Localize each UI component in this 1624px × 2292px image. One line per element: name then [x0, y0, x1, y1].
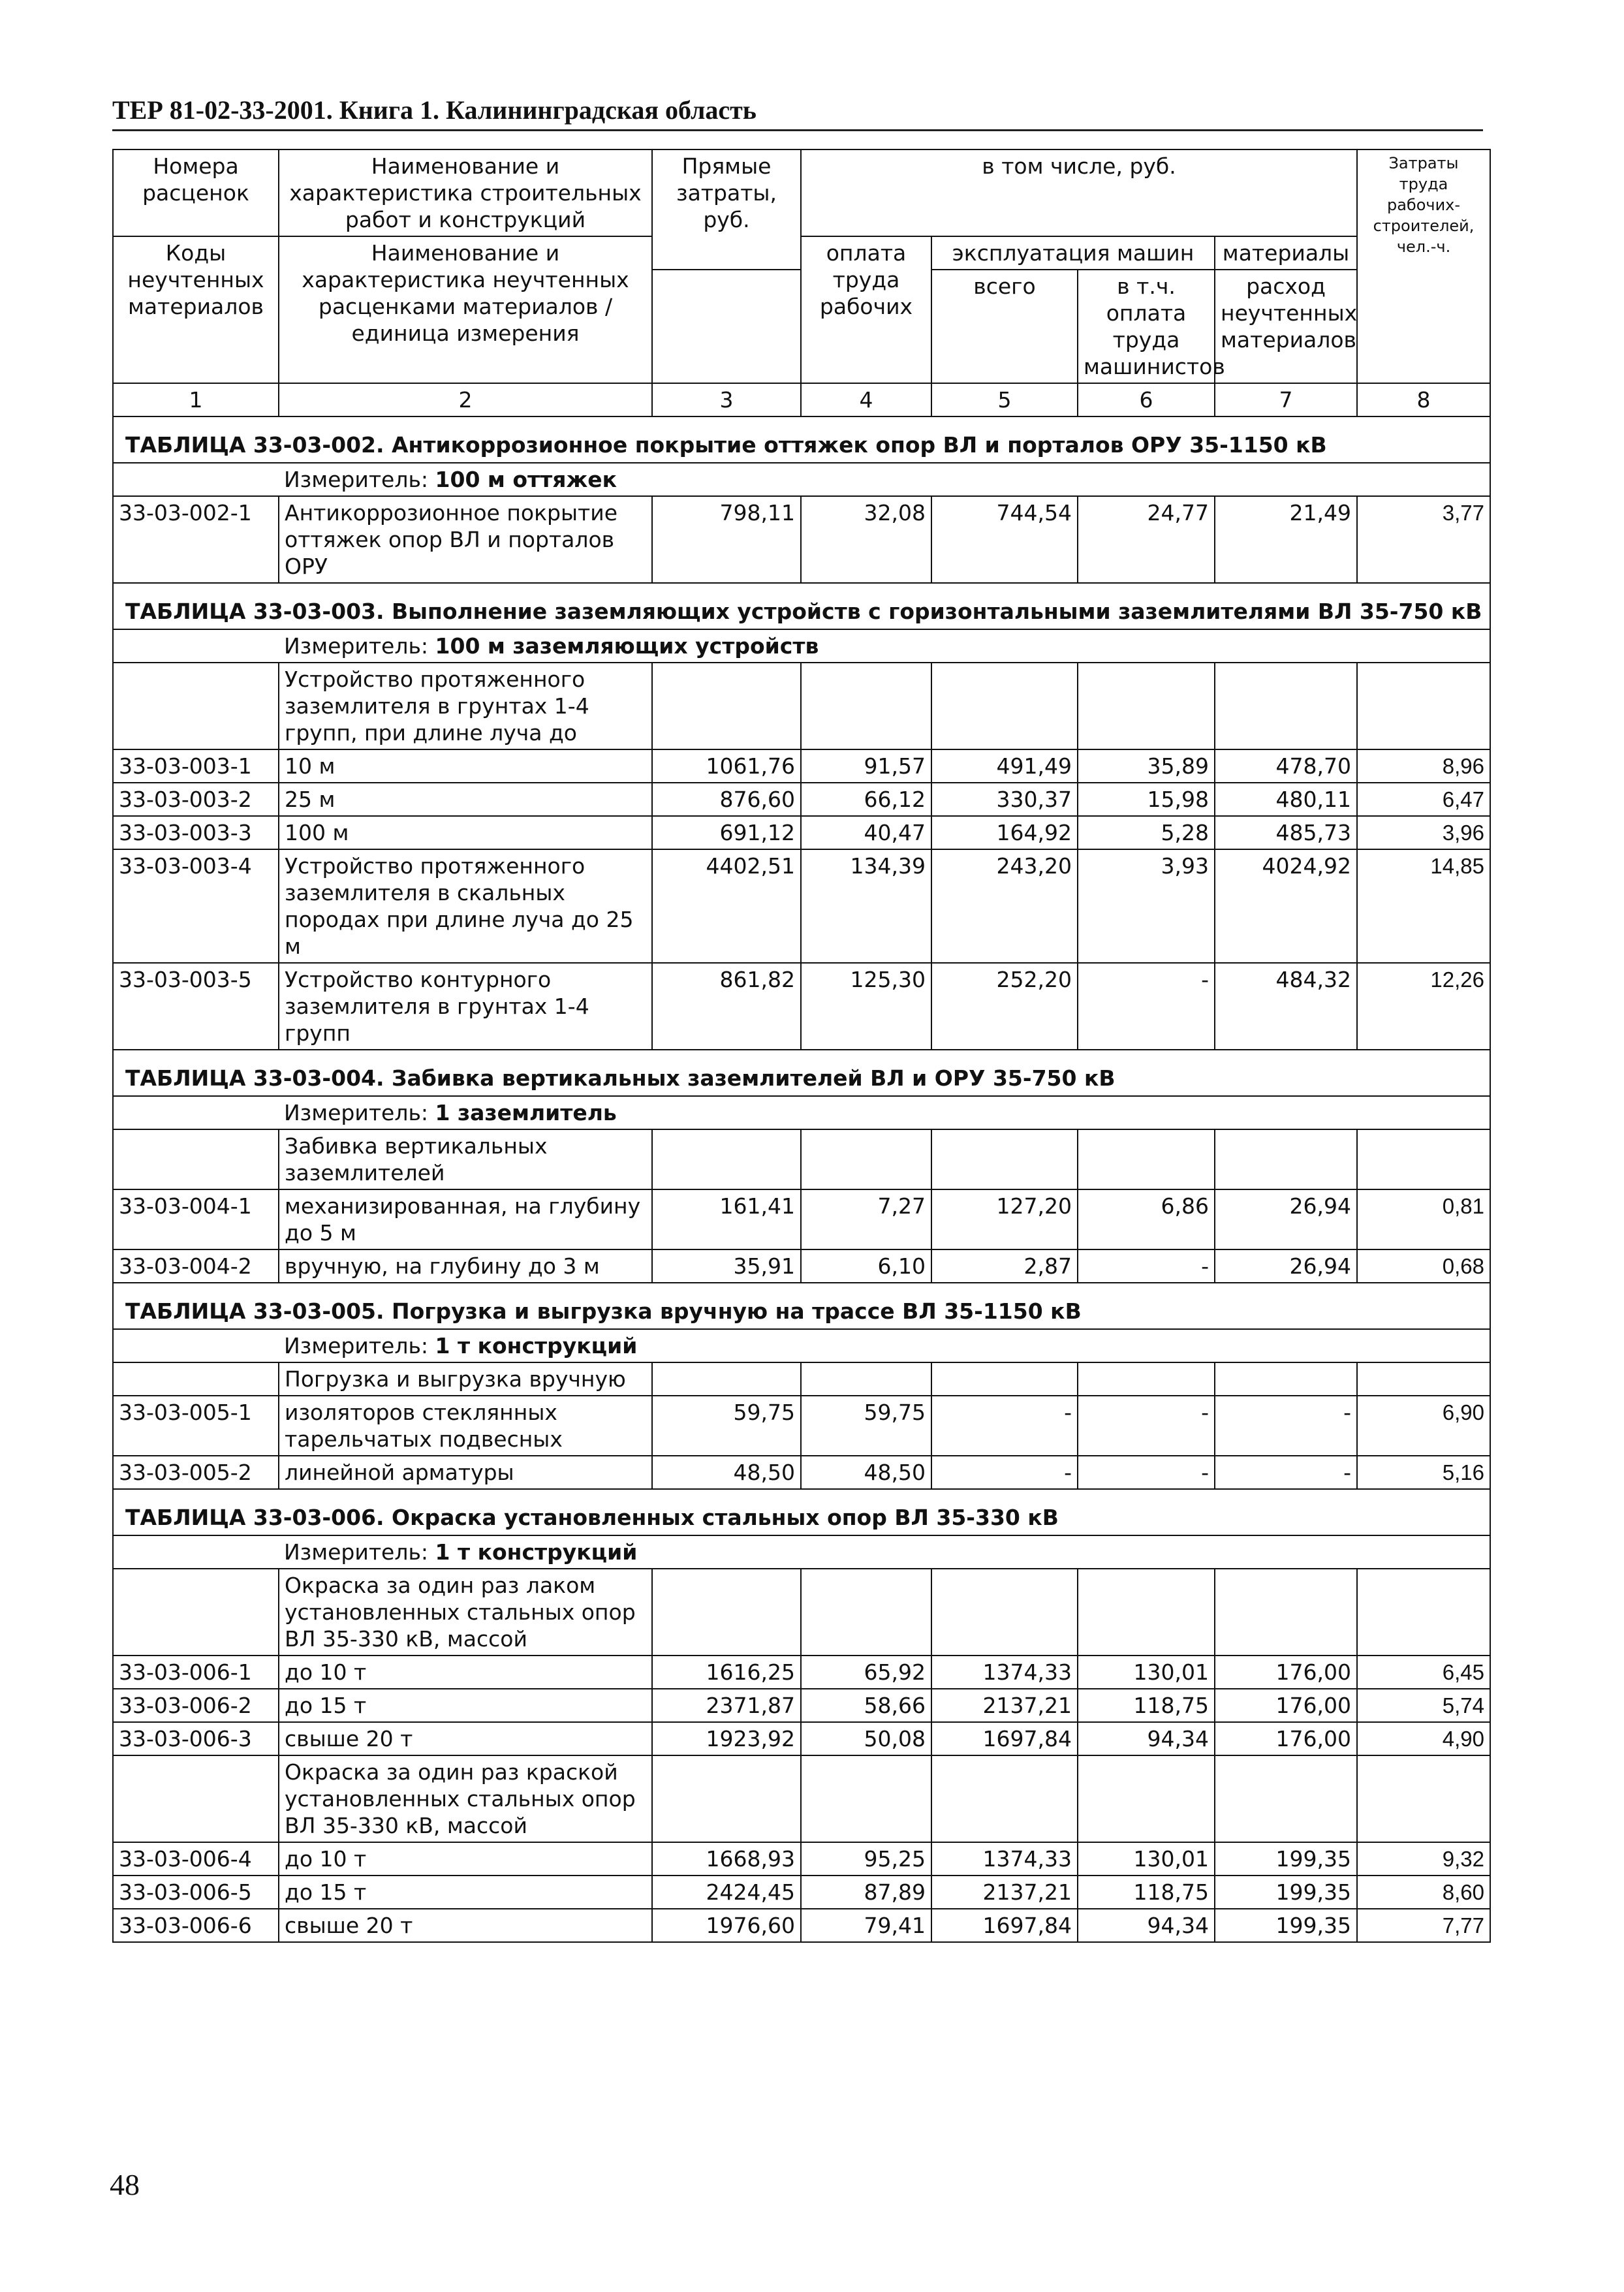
labor-hours	[1357, 663, 1490, 749]
column-number: 3	[652, 383, 801, 416]
work-name: Окраска за один раз лаком установленных стальных опор ВЛ 35-330 кВ, массой	[279, 1569, 652, 1656]
wages: 134,39	[801, 849, 931, 963]
meter-spacer	[113, 1329, 279, 1362]
machinists-wages: 130,01	[1078, 1656, 1215, 1689]
machines-total: 252,20	[931, 963, 1078, 1050]
subheading-row	[113, 1129, 1490, 1189]
table-row	[113, 1249, 1490, 1283]
rate-code: 33-03-003-2	[113, 783, 279, 816]
rate-code: 33-03-006-2	[113, 1689, 279, 1722]
direct-costs: 861,82	[652, 963, 801, 1050]
labor-hours: 5,74	[1357, 1689, 1490, 1722]
machinists-wages	[1078, 1755, 1215, 1842]
machines-total: -	[931, 1456, 1078, 1489]
direct-costs: 1976,60	[652, 1909, 801, 1942]
materials	[1215, 1362, 1357, 1396]
meter-value: 100 м оттяжек	[435, 467, 617, 492]
header-unaccounted-materials: расход неучтенных материалов	[1215, 270, 1357, 383]
direct-costs: 4402,51	[652, 849, 801, 963]
work-name: изоляторов стеклянных тарельчатых подвесных	[279, 1396, 652, 1456]
machinists-wages	[1078, 1129, 1215, 1189]
materials: 176,00	[1215, 1656, 1357, 1689]
labor-hours: 0,81	[1357, 1189, 1490, 1249]
rate-code: 33-03-003-1	[113, 749, 279, 783]
machinists-wages: 24,77	[1078, 496, 1215, 583]
direct-costs: 59,75	[652, 1396, 801, 1456]
machines-total: 127,20	[931, 1189, 1078, 1249]
table-row	[113, 1842, 1490, 1876]
wages: 65,92	[801, 1656, 931, 1689]
machinists-wages: -	[1078, 1249, 1215, 1283]
meter-spacer	[113, 629, 279, 663]
rate-code: 33-03-006-1	[113, 1656, 279, 1689]
subheading-row	[113, 663, 1490, 749]
meter-label: Измеритель:	[284, 1333, 429, 1358]
machinists-wages: 118,75	[1078, 1876, 1215, 1909]
wages: 6,10	[801, 1249, 931, 1283]
machinists-wages: 6,86	[1078, 1189, 1215, 1249]
machinists-wages: 130,01	[1078, 1842, 1215, 1876]
rate-code	[113, 1129, 279, 1189]
meter-value: 1 т конструкций	[435, 1539, 638, 1565]
direct-costs	[652, 1362, 801, 1396]
work-name: Погрузка и выгрузка вручную	[279, 1362, 652, 1396]
rate-code: 33-03-005-2	[113, 1456, 279, 1489]
machines-total	[931, 663, 1078, 749]
subheading-row	[113, 1362, 1490, 1396]
direct-costs: 691,12	[652, 816, 801, 849]
direct-costs	[652, 663, 801, 749]
machines-total: 1697,84	[931, 1722, 1078, 1755]
header-machines-total: всего	[931, 270, 1078, 383]
column-number: 4	[801, 383, 931, 416]
wages: 58,66	[801, 1689, 931, 1722]
table-row	[113, 749, 1490, 783]
work-name: Устройство протяженного заземлителя в скальных породах при длине луча до 25 м	[279, 849, 652, 963]
meter	[279, 1329, 1490, 1362]
work-name: вручную, на глубину до 3 м	[279, 1249, 652, 1283]
rate-code: 33-03-005-1	[113, 1396, 279, 1456]
column-number: 5	[931, 383, 1078, 416]
table-row	[113, 1656, 1490, 1689]
column-number: 8	[1357, 383, 1490, 416]
labor-hours: 12,26	[1357, 963, 1490, 1050]
table-title-row	[113, 1283, 1490, 1329]
rate-code: 33-03-006-3	[113, 1722, 279, 1755]
header-direct-costs: Прямые затраты, руб.	[652, 149, 801, 270]
direct-costs	[652, 1129, 801, 1189]
meter	[279, 1096, 1490, 1129]
rate-code: 33-03-003-3	[113, 816, 279, 849]
column-number: 7	[1215, 383, 1357, 416]
machines-total: 1374,33	[931, 1656, 1078, 1689]
labor-hours: 6,47	[1357, 783, 1490, 816]
materials	[1215, 1569, 1357, 1656]
wages: 91,57	[801, 749, 931, 783]
table-row	[113, 816, 1490, 849]
labor-hours	[1357, 1569, 1490, 1656]
work-name: механизированная, на глубину до 5 м	[279, 1189, 652, 1249]
machines-total	[931, 1755, 1078, 1842]
header-machines: эксплуатация машин	[931, 236, 1215, 270]
materials: 21,49	[1215, 496, 1357, 583]
machinists-wages: 35,89	[1078, 749, 1215, 783]
table-row	[113, 1722, 1490, 1755]
labor-hours	[1357, 1129, 1490, 1189]
machinists-wages: -	[1078, 1456, 1215, 1489]
machines-total: 2137,21	[931, 1876, 1078, 1909]
meter	[279, 1535, 1490, 1569]
direct-costs: 876,60	[652, 783, 801, 816]
labor-hours: 9,32	[1357, 1842, 1490, 1876]
wages: 66,12	[801, 783, 931, 816]
rate-code: 33-03-004-2	[113, 1249, 279, 1283]
meter-value: 1 заземлитель	[435, 1100, 617, 1125]
column-number: 2	[279, 383, 652, 416]
materials	[1215, 1755, 1357, 1842]
table-row	[113, 1396, 1490, 1456]
materials: 485,73	[1215, 816, 1357, 849]
work-name: Антикоррозионное покрытие оттяжек опор ВЛ и порталов ОРУ	[279, 496, 652, 583]
wages: 59,75	[801, 1396, 931, 1456]
page-number: 48	[110, 2168, 140, 2201]
wages: 125,30	[801, 963, 931, 1050]
header-codes-top: Номера расценок	[113, 149, 279, 236]
meter-row	[113, 1535, 1490, 1569]
meter	[279, 463, 1490, 496]
rate-code: 33-03-006-4	[113, 1842, 279, 1876]
meter-label: Измеритель:	[284, 633, 429, 659]
work-name: до 10 т	[279, 1656, 652, 1689]
wages	[801, 1569, 931, 1656]
rate-code	[113, 1755, 279, 1842]
direct-costs: 161,41	[652, 1189, 801, 1249]
subheading-row	[113, 1569, 1490, 1656]
materials: 480,11	[1215, 783, 1357, 816]
labor-hours: 3,77	[1357, 496, 1490, 583]
price-table	[112, 149, 1491, 1943]
direct-costs: 1616,25	[652, 1656, 801, 1689]
rate-code	[113, 1362, 279, 1396]
work-name: 10 м	[279, 749, 652, 783]
direct-costs: 798,11	[652, 496, 801, 583]
header-direct-costs-empty	[652, 270, 801, 383]
work-name: линейной арматуры	[279, 1456, 652, 1489]
rate-code: 33-03-006-6	[113, 1909, 279, 1942]
machinists-wages: 15,98	[1078, 783, 1215, 816]
machines-total: 2,87	[931, 1249, 1078, 1283]
machines-total: -	[931, 1396, 1078, 1456]
labor-hours: 3,96	[1357, 816, 1490, 849]
table-title: ТАБЛИЦА 33-03-003. Выполнение заземляющих устройств с горизонтальными заземлителями ВЛ 35-750 кВ	[113, 583, 1490, 629]
header-name-bottom: Наименование и характеристика неучтенных расценками материалов / единица измерения	[279, 236, 652, 383]
meter-value: 100 м заземляющих устройств	[435, 633, 819, 659]
machines-total	[931, 1129, 1078, 1189]
machines-total: 243,20	[931, 849, 1078, 963]
labor-hours: 14,85	[1357, 849, 1490, 963]
work-name: до 15 т	[279, 1689, 652, 1722]
materials: 199,35	[1215, 1876, 1357, 1909]
rate-code: 33-03-004-1	[113, 1189, 279, 1249]
direct-costs: 35,91	[652, 1249, 801, 1283]
work-name: Окраска за один раз краской установленных стальных опор ВЛ 35-330 кВ, массой	[279, 1755, 652, 1842]
labor-hours: 8,60	[1357, 1876, 1490, 1909]
machinists-wages	[1078, 663, 1215, 749]
work-name: 100 м	[279, 816, 652, 849]
table-title-row	[113, 1050, 1490, 1096]
machines-total: 744,54	[931, 496, 1078, 583]
materials: 4024,92	[1215, 849, 1357, 963]
table-title: ТАБЛИЦА 33-03-006. Окраска установленных стальных опор ВЛ 35-330 кВ	[113, 1489, 1490, 1535]
materials: 478,70	[1215, 749, 1357, 783]
work-name: свыше 20 т	[279, 1722, 652, 1755]
machinists-wages: 94,34	[1078, 1909, 1215, 1942]
header-codes-bottom: Коды неучтенных материалов	[113, 236, 279, 383]
table-row	[113, 1689, 1490, 1722]
machines-total: 330,37	[931, 783, 1078, 816]
work-name: 25 м	[279, 783, 652, 816]
table-title: ТАБЛИЦА 33-03-002. Антикоррозионное покрытие оттяжек опор ВЛ и порталов ОРУ 35-1150 кВ	[113, 416, 1490, 463]
wages	[801, 1362, 931, 1396]
table-title-row	[113, 416, 1490, 463]
machines-total	[931, 1362, 1078, 1396]
table-row	[113, 496, 1490, 583]
direct-costs: 1923,92	[652, 1722, 801, 1755]
price-table-body	[113, 149, 1490, 1942]
direct-costs: 2424,45	[652, 1876, 801, 1909]
document-header: ТЕР 81-02-33-2001. Книга 1. Калининградская область	[112, 95, 1483, 131]
wages	[801, 1755, 931, 1842]
labor-hours	[1357, 1362, 1490, 1396]
direct-costs: 48,50	[652, 1456, 801, 1489]
labor-hours: 8,96	[1357, 749, 1490, 783]
subheading-row	[113, 1755, 1490, 1842]
header-row-2	[113, 236, 1490, 270]
table-row	[113, 783, 1490, 816]
direct-costs	[652, 1755, 801, 1842]
machinists-wages: 3,93	[1078, 849, 1215, 963]
machines-total: 1697,84	[931, 1909, 1078, 1942]
work-name: до 10 т	[279, 1842, 652, 1876]
labor-hours: 6,90	[1357, 1396, 1490, 1456]
machinists-wages: 118,75	[1078, 1689, 1215, 1722]
work-name: свыше 20 т	[279, 1909, 652, 1942]
materials: 484,32	[1215, 963, 1357, 1050]
meter-label: Измеритель:	[284, 1100, 429, 1125]
materials: 199,35	[1215, 1909, 1357, 1942]
table-row	[113, 1189, 1490, 1249]
meter-spacer	[113, 463, 279, 496]
header-wages: оплата труда рабочих	[801, 236, 931, 383]
materials: 26,94	[1215, 1249, 1357, 1283]
wages: 32,08	[801, 496, 931, 583]
machines-total	[931, 1569, 1078, 1656]
materials: 176,00	[1215, 1722, 1357, 1755]
meter-label: Измеритель:	[284, 1539, 429, 1565]
labor-hours: 4,90	[1357, 1722, 1490, 1755]
direct-costs: 1061,76	[652, 749, 801, 783]
wages: 40,47	[801, 816, 931, 849]
machines-total: 491,49	[931, 749, 1078, 783]
wages: 48,50	[801, 1456, 931, 1489]
labor-hours	[1357, 1755, 1490, 1842]
column-numbers-row	[113, 383, 1490, 416]
table-title-row	[113, 1489, 1490, 1535]
rate-code: 33-03-006-5	[113, 1876, 279, 1909]
work-name: до 15 т	[279, 1876, 652, 1909]
work-name: Устройство контурного заземлителя в грунтах 1-4 групп	[279, 963, 652, 1050]
table-title-row	[113, 583, 1490, 629]
meter-row	[113, 1096, 1490, 1129]
rate-code: 33-03-003-4	[113, 849, 279, 963]
header-name-top: Наименование и характеристика строительных работ и конструкций	[279, 149, 652, 236]
labor-hours: 5,16	[1357, 1456, 1490, 1489]
machines-total: 1374,33	[931, 1842, 1078, 1876]
machinists-wages: -	[1078, 1396, 1215, 1456]
table-row	[113, 963, 1490, 1050]
header-labor: Затраты труда рабочих-строителей, чел.-ч.	[1357, 149, 1490, 383]
machines-total: 164,92	[931, 816, 1078, 849]
table-row	[113, 849, 1490, 963]
meter-row	[113, 463, 1490, 496]
meter-label: Измеритель:	[284, 467, 429, 492]
wages: 7,27	[801, 1189, 931, 1249]
header-group: в том числе, руб.	[801, 149, 1357, 236]
labor-hours: 7,77	[1357, 1909, 1490, 1942]
wages: 87,89	[801, 1876, 931, 1909]
machinists-wages: 5,28	[1078, 816, 1215, 849]
column-number: 1	[113, 383, 279, 416]
wages	[801, 1129, 931, 1189]
wages: 79,41	[801, 1909, 931, 1942]
materials	[1215, 1129, 1357, 1189]
materials: 176,00	[1215, 1689, 1357, 1722]
work-name: Устройство протяженного заземлителя в грунтах 1-4 групп, при длине луча до	[279, 663, 652, 749]
materials: 26,94	[1215, 1189, 1357, 1249]
labor-hours: 0,68	[1357, 1249, 1490, 1283]
meter-spacer	[113, 1096, 279, 1129]
materials: 199,35	[1215, 1842, 1357, 1876]
table-title: ТАБЛИЦА 33-03-004. Забивка вертикальных заземлителей ВЛ и ОРУ 35-750 кВ	[113, 1050, 1490, 1096]
direct-costs: 1668,93	[652, 1842, 801, 1876]
wages: 95,25	[801, 1842, 931, 1876]
meter	[279, 629, 1490, 663]
rate-code: 33-03-002-1	[113, 496, 279, 583]
table-title: ТАБЛИЦА 33-03-005. Погрузка и выгрузка вручную на трассе ВЛ 35-1150 кВ	[113, 1283, 1490, 1329]
rate-code: 33-03-003-5	[113, 963, 279, 1050]
labor-hours: 6,45	[1357, 1656, 1490, 1689]
table-row	[113, 1876, 1490, 1909]
materials: -	[1215, 1396, 1357, 1456]
meter-row	[113, 1329, 1490, 1362]
column-number: 6	[1078, 383, 1215, 416]
materials	[1215, 663, 1357, 749]
direct-costs	[652, 1569, 801, 1656]
work-name: Забивка вертикальных заземлителей	[279, 1129, 652, 1189]
machinists-wages	[1078, 1569, 1215, 1656]
table-row	[113, 1909, 1490, 1942]
meter-spacer	[113, 1535, 279, 1569]
table-row	[113, 1456, 1490, 1489]
machinists-wages: -	[1078, 963, 1215, 1050]
rate-code	[113, 663, 279, 749]
header-row-1	[113, 149, 1490, 236]
header-machinists: в т.ч. оплата труда машинистов	[1078, 270, 1215, 383]
direct-costs: 2371,87	[652, 1689, 801, 1722]
materials: -	[1215, 1456, 1357, 1489]
machinists-wages: 94,34	[1078, 1722, 1215, 1755]
rate-code	[113, 1569, 279, 1656]
machines-total: 2137,21	[931, 1689, 1078, 1722]
meter-row	[113, 629, 1490, 663]
wages	[801, 663, 931, 749]
meter-value: 1 т конструкций	[435, 1333, 638, 1358]
header-materials: материалы	[1215, 236, 1357, 270]
wages: 50,08	[801, 1722, 931, 1755]
machinists-wages	[1078, 1362, 1215, 1396]
